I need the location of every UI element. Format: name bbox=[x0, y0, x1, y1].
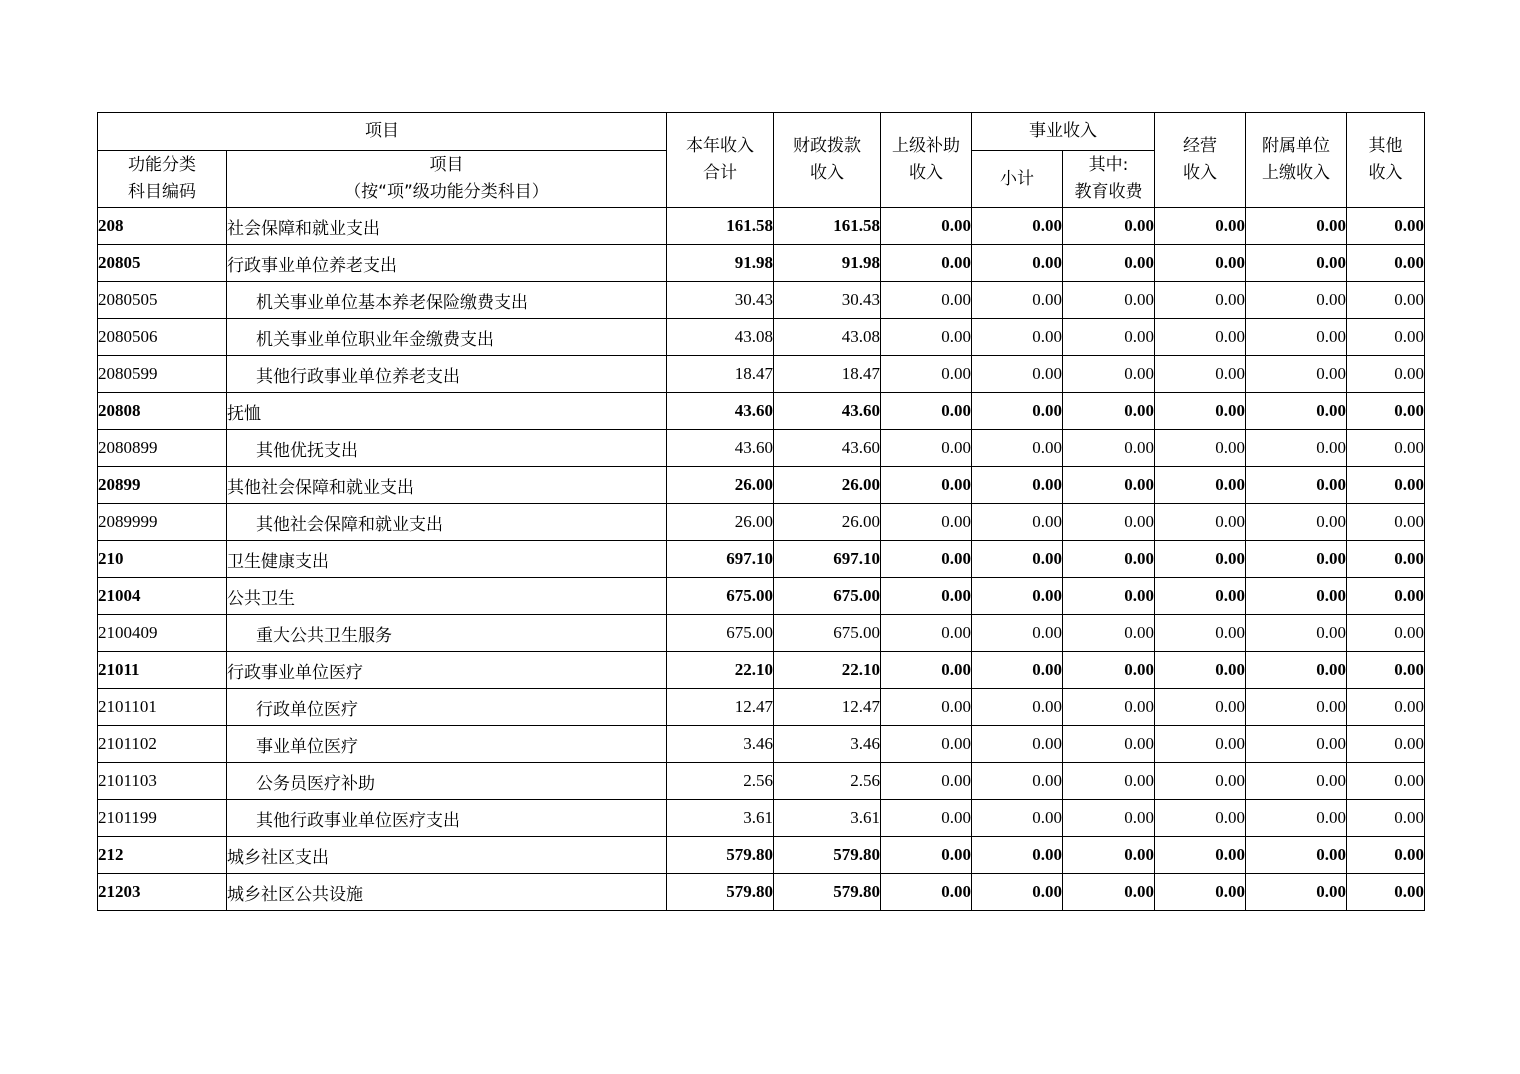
cell-business: 0.00 bbox=[1155, 874, 1246, 911]
table-row bbox=[98, 578, 1425, 615]
header-career-group: 事业收入 bbox=[972, 113, 1155, 151]
cell-affiliated: 0.00 bbox=[1246, 726, 1347, 763]
cell-other: 0.00 bbox=[1347, 837, 1425, 874]
header-fiscal-income bbox=[774, 113, 881, 208]
cell-other: 0.00 bbox=[1347, 615, 1425, 652]
cell-fiscal: 3.61 bbox=[774, 800, 881, 837]
header-superior-line1: 上级补助 bbox=[892, 136, 960, 156]
cell-superior: 0.00 bbox=[881, 208, 972, 245]
cell-superior: 0.00 bbox=[881, 837, 972, 874]
cell-fiscal: 675.00 bbox=[774, 578, 881, 615]
cell-code: 208 bbox=[98, 208, 227, 245]
cell-subtotal: 0.00 bbox=[972, 245, 1063, 282]
cell-subtotal: 0.00 bbox=[972, 837, 1063, 874]
cell-edu: 0.00 bbox=[1063, 874, 1155, 911]
cell-business: 0.00 bbox=[1155, 800, 1246, 837]
header-affiliated-income bbox=[1246, 113, 1347, 208]
table-row bbox=[98, 874, 1425, 911]
cell-total: 579.80 bbox=[667, 837, 774, 874]
cell-name: 城乡社区支出 bbox=[227, 837, 667, 874]
cell-total: 18.47 bbox=[667, 356, 774, 393]
cell-code: 20899 bbox=[98, 467, 227, 504]
table-row bbox=[98, 393, 1425, 430]
cell-other: 0.00 bbox=[1347, 689, 1425, 726]
cell-code: 2080505 bbox=[98, 282, 227, 319]
cell-affiliated: 0.00 bbox=[1246, 504, 1347, 541]
cell-other: 0.00 bbox=[1347, 430, 1425, 467]
cell-edu: 0.00 bbox=[1063, 837, 1155, 874]
header-superior-income bbox=[881, 113, 972, 208]
cell-total: 2.56 bbox=[667, 763, 774, 800]
cell-edu: 0.00 bbox=[1063, 541, 1155, 578]
cell-superior: 0.00 bbox=[881, 615, 972, 652]
header-project-line1: 项目 bbox=[429, 155, 464, 175]
cell-business: 0.00 bbox=[1155, 282, 1246, 319]
cell-total: 26.00 bbox=[667, 467, 774, 504]
cell-affiliated: 0.00 bbox=[1246, 319, 1347, 356]
cell-total: 43.08 bbox=[667, 319, 774, 356]
cell-name: 重大公共卫生服务 bbox=[227, 615, 667, 652]
cell-superior: 0.00 bbox=[881, 652, 972, 689]
cell-superior: 0.00 bbox=[881, 245, 972, 282]
cell-edu: 0.00 bbox=[1063, 578, 1155, 615]
table-row bbox=[98, 837, 1425, 874]
header-func-code-line2: 科目编码 bbox=[128, 182, 196, 202]
cell-code: 20808 bbox=[98, 393, 227, 430]
cell-business: 0.00 bbox=[1155, 726, 1246, 763]
cell-fiscal: 91.98 bbox=[774, 245, 881, 282]
cell-business: 0.00 bbox=[1155, 467, 1246, 504]
cell-name: 社会保障和就业支出 bbox=[227, 208, 667, 245]
header-total-line2: 合计 bbox=[703, 163, 737, 183]
cell-affiliated: 0.00 bbox=[1246, 689, 1347, 726]
cell-total: 675.00 bbox=[667, 615, 774, 652]
cell-superior: 0.00 bbox=[881, 467, 972, 504]
cell-superior: 0.00 bbox=[881, 319, 972, 356]
cell-superior: 0.00 bbox=[881, 763, 972, 800]
cell-name: 机关事业单位基本养老保险缴费支出 bbox=[227, 282, 667, 319]
header-subtotal: 小计 bbox=[972, 151, 1063, 208]
cell-superior: 0.00 bbox=[881, 504, 972, 541]
table-row bbox=[98, 467, 1425, 504]
cell-code: 21004 bbox=[98, 578, 227, 615]
cell-total: 43.60 bbox=[667, 393, 774, 430]
cell-fiscal: 2.56 bbox=[774, 763, 881, 800]
cell-business: 0.00 bbox=[1155, 356, 1246, 393]
cell-affiliated: 0.00 bbox=[1246, 763, 1347, 800]
cell-affiliated: 0.00 bbox=[1246, 356, 1347, 393]
cell-subtotal: 0.00 bbox=[972, 726, 1063, 763]
cell-other: 0.00 bbox=[1347, 800, 1425, 837]
cell-affiliated: 0.00 bbox=[1246, 800, 1347, 837]
table-header bbox=[98, 113, 1425, 208]
table-row bbox=[98, 726, 1425, 763]
cell-name: 其他社会保障和就业支出 bbox=[227, 467, 667, 504]
cell-superior: 0.00 bbox=[881, 282, 972, 319]
table-row bbox=[98, 208, 1425, 245]
cell-superior: 0.00 bbox=[881, 541, 972, 578]
cell-name: 行政单位医疗 bbox=[227, 689, 667, 726]
cell-name: 其他社会保障和就业支出 bbox=[227, 504, 667, 541]
cell-business: 0.00 bbox=[1155, 837, 1246, 874]
cell-code: 2080599 bbox=[98, 356, 227, 393]
cell-edu: 0.00 bbox=[1063, 245, 1155, 282]
cell-code: 212 bbox=[98, 837, 227, 874]
cell-affiliated: 0.00 bbox=[1246, 578, 1347, 615]
cell-total: 579.80 bbox=[667, 874, 774, 911]
cell-affiliated: 0.00 bbox=[1246, 541, 1347, 578]
cell-affiliated: 0.00 bbox=[1246, 467, 1347, 504]
cell-other: 0.00 bbox=[1347, 467, 1425, 504]
cell-edu: 0.00 bbox=[1063, 208, 1155, 245]
cell-other: 0.00 bbox=[1347, 726, 1425, 763]
cell-subtotal: 0.00 bbox=[972, 763, 1063, 800]
cell-subtotal: 0.00 bbox=[972, 393, 1063, 430]
cell-superior: 0.00 bbox=[881, 800, 972, 837]
cell-total: 697.10 bbox=[667, 541, 774, 578]
table-row bbox=[98, 541, 1425, 578]
header-superior-line2: 收入 bbox=[909, 163, 943, 183]
cell-business: 0.00 bbox=[1155, 763, 1246, 800]
cell-name: 公共卫生 bbox=[227, 578, 667, 615]
cell-code: 20805 bbox=[98, 245, 227, 282]
cell-total: 161.58 bbox=[667, 208, 774, 245]
cell-edu: 0.00 bbox=[1063, 393, 1155, 430]
cell-total: 91.98 bbox=[667, 245, 774, 282]
cell-superior: 0.00 bbox=[881, 689, 972, 726]
cell-edu: 0.00 bbox=[1063, 430, 1155, 467]
table-row bbox=[98, 356, 1425, 393]
cell-business: 0.00 bbox=[1155, 541, 1246, 578]
cell-fiscal: 12.47 bbox=[774, 689, 881, 726]
table-row bbox=[98, 319, 1425, 356]
cell-other: 0.00 bbox=[1347, 208, 1425, 245]
cell-edu: 0.00 bbox=[1063, 615, 1155, 652]
cell-fiscal: 579.80 bbox=[774, 874, 881, 911]
cell-superior: 0.00 bbox=[881, 578, 972, 615]
cell-total: 43.60 bbox=[667, 430, 774, 467]
cell-code: 2101101 bbox=[98, 689, 227, 726]
table-row bbox=[98, 689, 1425, 726]
cell-affiliated: 0.00 bbox=[1246, 245, 1347, 282]
cell-total: 3.46 bbox=[667, 726, 774, 763]
cell-name: 卫生健康支出 bbox=[227, 541, 667, 578]
header-affiliated-line2: 上缴收入 bbox=[1262, 163, 1330, 183]
cell-business: 0.00 bbox=[1155, 578, 1246, 615]
cell-name: 行政事业单位医疗 bbox=[227, 652, 667, 689]
cell-subtotal: 0.00 bbox=[972, 800, 1063, 837]
cell-name: 其他优抚支出 bbox=[227, 430, 667, 467]
cell-total: 12.47 bbox=[667, 689, 774, 726]
cell-code: 21203 bbox=[98, 874, 227, 911]
cell-business: 0.00 bbox=[1155, 430, 1246, 467]
cell-total: 26.00 bbox=[667, 504, 774, 541]
table-body bbox=[98, 208, 1425, 911]
cell-superior: 0.00 bbox=[881, 356, 972, 393]
header-project-line2: （按“项”级功能分类科目） bbox=[344, 182, 549, 202]
header-business-line2: 收入 bbox=[1183, 163, 1217, 183]
header-edu-fee bbox=[1063, 151, 1155, 208]
cell-affiliated: 0.00 bbox=[1246, 282, 1347, 319]
cell-edu: 0.00 bbox=[1063, 356, 1155, 393]
cell-subtotal: 0.00 bbox=[972, 541, 1063, 578]
cell-edu: 0.00 bbox=[1063, 800, 1155, 837]
header-func-code-line1: 功能分类 bbox=[128, 155, 196, 175]
cell-name: 机关事业单位职业年金缴费支出 bbox=[227, 319, 667, 356]
cell-name: 事业单位医疗 bbox=[227, 726, 667, 763]
cell-superior: 0.00 bbox=[881, 726, 972, 763]
table-row bbox=[98, 652, 1425, 689]
cell-business: 0.00 bbox=[1155, 319, 1246, 356]
cell-business: 0.00 bbox=[1155, 245, 1246, 282]
header-project-name bbox=[227, 151, 667, 208]
cell-subtotal: 0.00 bbox=[972, 282, 1063, 319]
header-other-line1: 其他 bbox=[1368, 136, 1403, 156]
cell-business: 0.00 bbox=[1155, 615, 1246, 652]
cell-business: 0.00 bbox=[1155, 504, 1246, 541]
cell-fiscal: 43.60 bbox=[774, 393, 881, 430]
cell-affiliated: 0.00 bbox=[1246, 652, 1347, 689]
header-other-income bbox=[1347, 113, 1425, 208]
cell-other: 0.00 bbox=[1347, 763, 1425, 800]
cell-code: 2080899 bbox=[98, 430, 227, 467]
table-row bbox=[98, 504, 1425, 541]
cell-code: 21011 bbox=[98, 652, 227, 689]
cell-other: 0.00 bbox=[1347, 282, 1425, 319]
cell-business: 0.00 bbox=[1155, 689, 1246, 726]
cell-subtotal: 0.00 bbox=[972, 615, 1063, 652]
header-business-income bbox=[1155, 113, 1246, 208]
table-row bbox=[98, 615, 1425, 652]
header-total-line1: 本年收入 bbox=[686, 136, 754, 156]
cell-affiliated: 0.00 bbox=[1246, 837, 1347, 874]
header-fiscal-line2: 收入 bbox=[810, 163, 844, 183]
table-row bbox=[98, 245, 1425, 282]
cell-other: 0.00 bbox=[1347, 578, 1425, 615]
cell-fiscal: 43.60 bbox=[774, 430, 881, 467]
cell-affiliated: 0.00 bbox=[1246, 430, 1347, 467]
cell-affiliated: 0.00 bbox=[1246, 615, 1347, 652]
cell-edu: 0.00 bbox=[1063, 652, 1155, 689]
cell-superior: 0.00 bbox=[881, 393, 972, 430]
cell-other: 0.00 bbox=[1347, 652, 1425, 689]
cell-fiscal: 30.43 bbox=[774, 282, 881, 319]
cell-business: 0.00 bbox=[1155, 208, 1246, 245]
cell-other: 0.00 bbox=[1347, 874, 1425, 911]
cell-code: 2101103 bbox=[98, 763, 227, 800]
cell-total: 675.00 bbox=[667, 578, 774, 615]
cell-name: 其他行政事业单位医疗支出 bbox=[227, 800, 667, 837]
cell-fiscal: 22.10 bbox=[774, 652, 881, 689]
header-total-income bbox=[667, 113, 774, 208]
cell-name: 城乡社区公共设施 bbox=[227, 874, 667, 911]
cell-total: 3.61 bbox=[667, 800, 774, 837]
cell-code: 2101102 bbox=[98, 726, 227, 763]
cell-other: 0.00 bbox=[1347, 393, 1425, 430]
cell-fiscal: 43.08 bbox=[774, 319, 881, 356]
header-other-line2: 收入 bbox=[1368, 163, 1403, 183]
cell-other: 0.00 bbox=[1347, 541, 1425, 578]
cell-code: 2101199 bbox=[98, 800, 227, 837]
cell-affiliated: 0.00 bbox=[1246, 874, 1347, 911]
cell-subtotal: 0.00 bbox=[972, 467, 1063, 504]
cell-name: 其他行政事业单位养老支出 bbox=[227, 356, 667, 393]
header-project-group: 项目 bbox=[98, 113, 667, 151]
cell-code: 2100409 bbox=[98, 615, 227, 652]
cell-code: 210 bbox=[98, 541, 227, 578]
budget-table bbox=[97, 112, 1425, 911]
cell-fiscal: 161.58 bbox=[774, 208, 881, 245]
cell-subtotal: 0.00 bbox=[972, 356, 1063, 393]
cell-fiscal: 579.80 bbox=[774, 837, 881, 874]
cell-code: 2080506 bbox=[98, 319, 227, 356]
cell-other: 0.00 bbox=[1347, 245, 1425, 282]
header-fiscal-line1: 财政拨款 bbox=[793, 136, 861, 156]
cell-other: 0.00 bbox=[1347, 356, 1425, 393]
table-row bbox=[98, 800, 1425, 837]
cell-code: 2089999 bbox=[98, 504, 227, 541]
cell-other: 0.00 bbox=[1347, 319, 1425, 356]
cell-fiscal: 697.10 bbox=[774, 541, 881, 578]
header-edu-line2: 教育收费 bbox=[1074, 182, 1143, 202]
cell-superior: 0.00 bbox=[881, 874, 972, 911]
cell-subtotal: 0.00 bbox=[972, 208, 1063, 245]
cell-fiscal: 26.00 bbox=[774, 467, 881, 504]
cell-subtotal: 0.00 bbox=[972, 319, 1063, 356]
cell-subtotal: 0.00 bbox=[972, 430, 1063, 467]
cell-edu: 0.00 bbox=[1063, 282, 1155, 319]
cell-edu: 0.00 bbox=[1063, 467, 1155, 504]
cell-subtotal: 0.00 bbox=[972, 874, 1063, 911]
cell-affiliated: 0.00 bbox=[1246, 208, 1347, 245]
cell-fiscal: 675.00 bbox=[774, 615, 881, 652]
cell-edu: 0.00 bbox=[1063, 504, 1155, 541]
header-affiliated-line1: 附属单位 bbox=[1262, 136, 1330, 156]
cell-name: 公务员医疗补助 bbox=[227, 763, 667, 800]
cell-total: 22.10 bbox=[667, 652, 774, 689]
cell-subtotal: 0.00 bbox=[972, 578, 1063, 615]
cell-other: 0.00 bbox=[1347, 504, 1425, 541]
cell-edu: 0.00 bbox=[1063, 319, 1155, 356]
cell-affiliated: 0.00 bbox=[1246, 393, 1347, 430]
table-row bbox=[98, 282, 1425, 319]
cell-business: 0.00 bbox=[1155, 393, 1246, 430]
cell-subtotal: 0.00 bbox=[972, 652, 1063, 689]
cell-total: 30.43 bbox=[667, 282, 774, 319]
cell-fiscal: 3.46 bbox=[774, 726, 881, 763]
header-func-code bbox=[98, 151, 227, 208]
header-edu-line1: 其中: bbox=[1088, 155, 1129, 175]
cell-edu: 0.00 bbox=[1063, 763, 1155, 800]
cell-subtotal: 0.00 bbox=[972, 689, 1063, 726]
cell-name: 抚恤 bbox=[227, 393, 667, 430]
cell-fiscal: 18.47 bbox=[774, 356, 881, 393]
cell-name: 行政事业单位养老支出 bbox=[227, 245, 667, 282]
table-row bbox=[98, 763, 1425, 800]
cell-fiscal: 26.00 bbox=[774, 504, 881, 541]
header-business-line1: 经营 bbox=[1183, 136, 1217, 156]
table-row bbox=[98, 430, 1425, 467]
cell-business: 0.00 bbox=[1155, 652, 1246, 689]
cell-subtotal: 0.00 bbox=[972, 504, 1063, 541]
cell-superior: 0.00 bbox=[881, 430, 972, 467]
cell-edu: 0.00 bbox=[1063, 726, 1155, 763]
cell-edu: 0.00 bbox=[1063, 689, 1155, 726]
